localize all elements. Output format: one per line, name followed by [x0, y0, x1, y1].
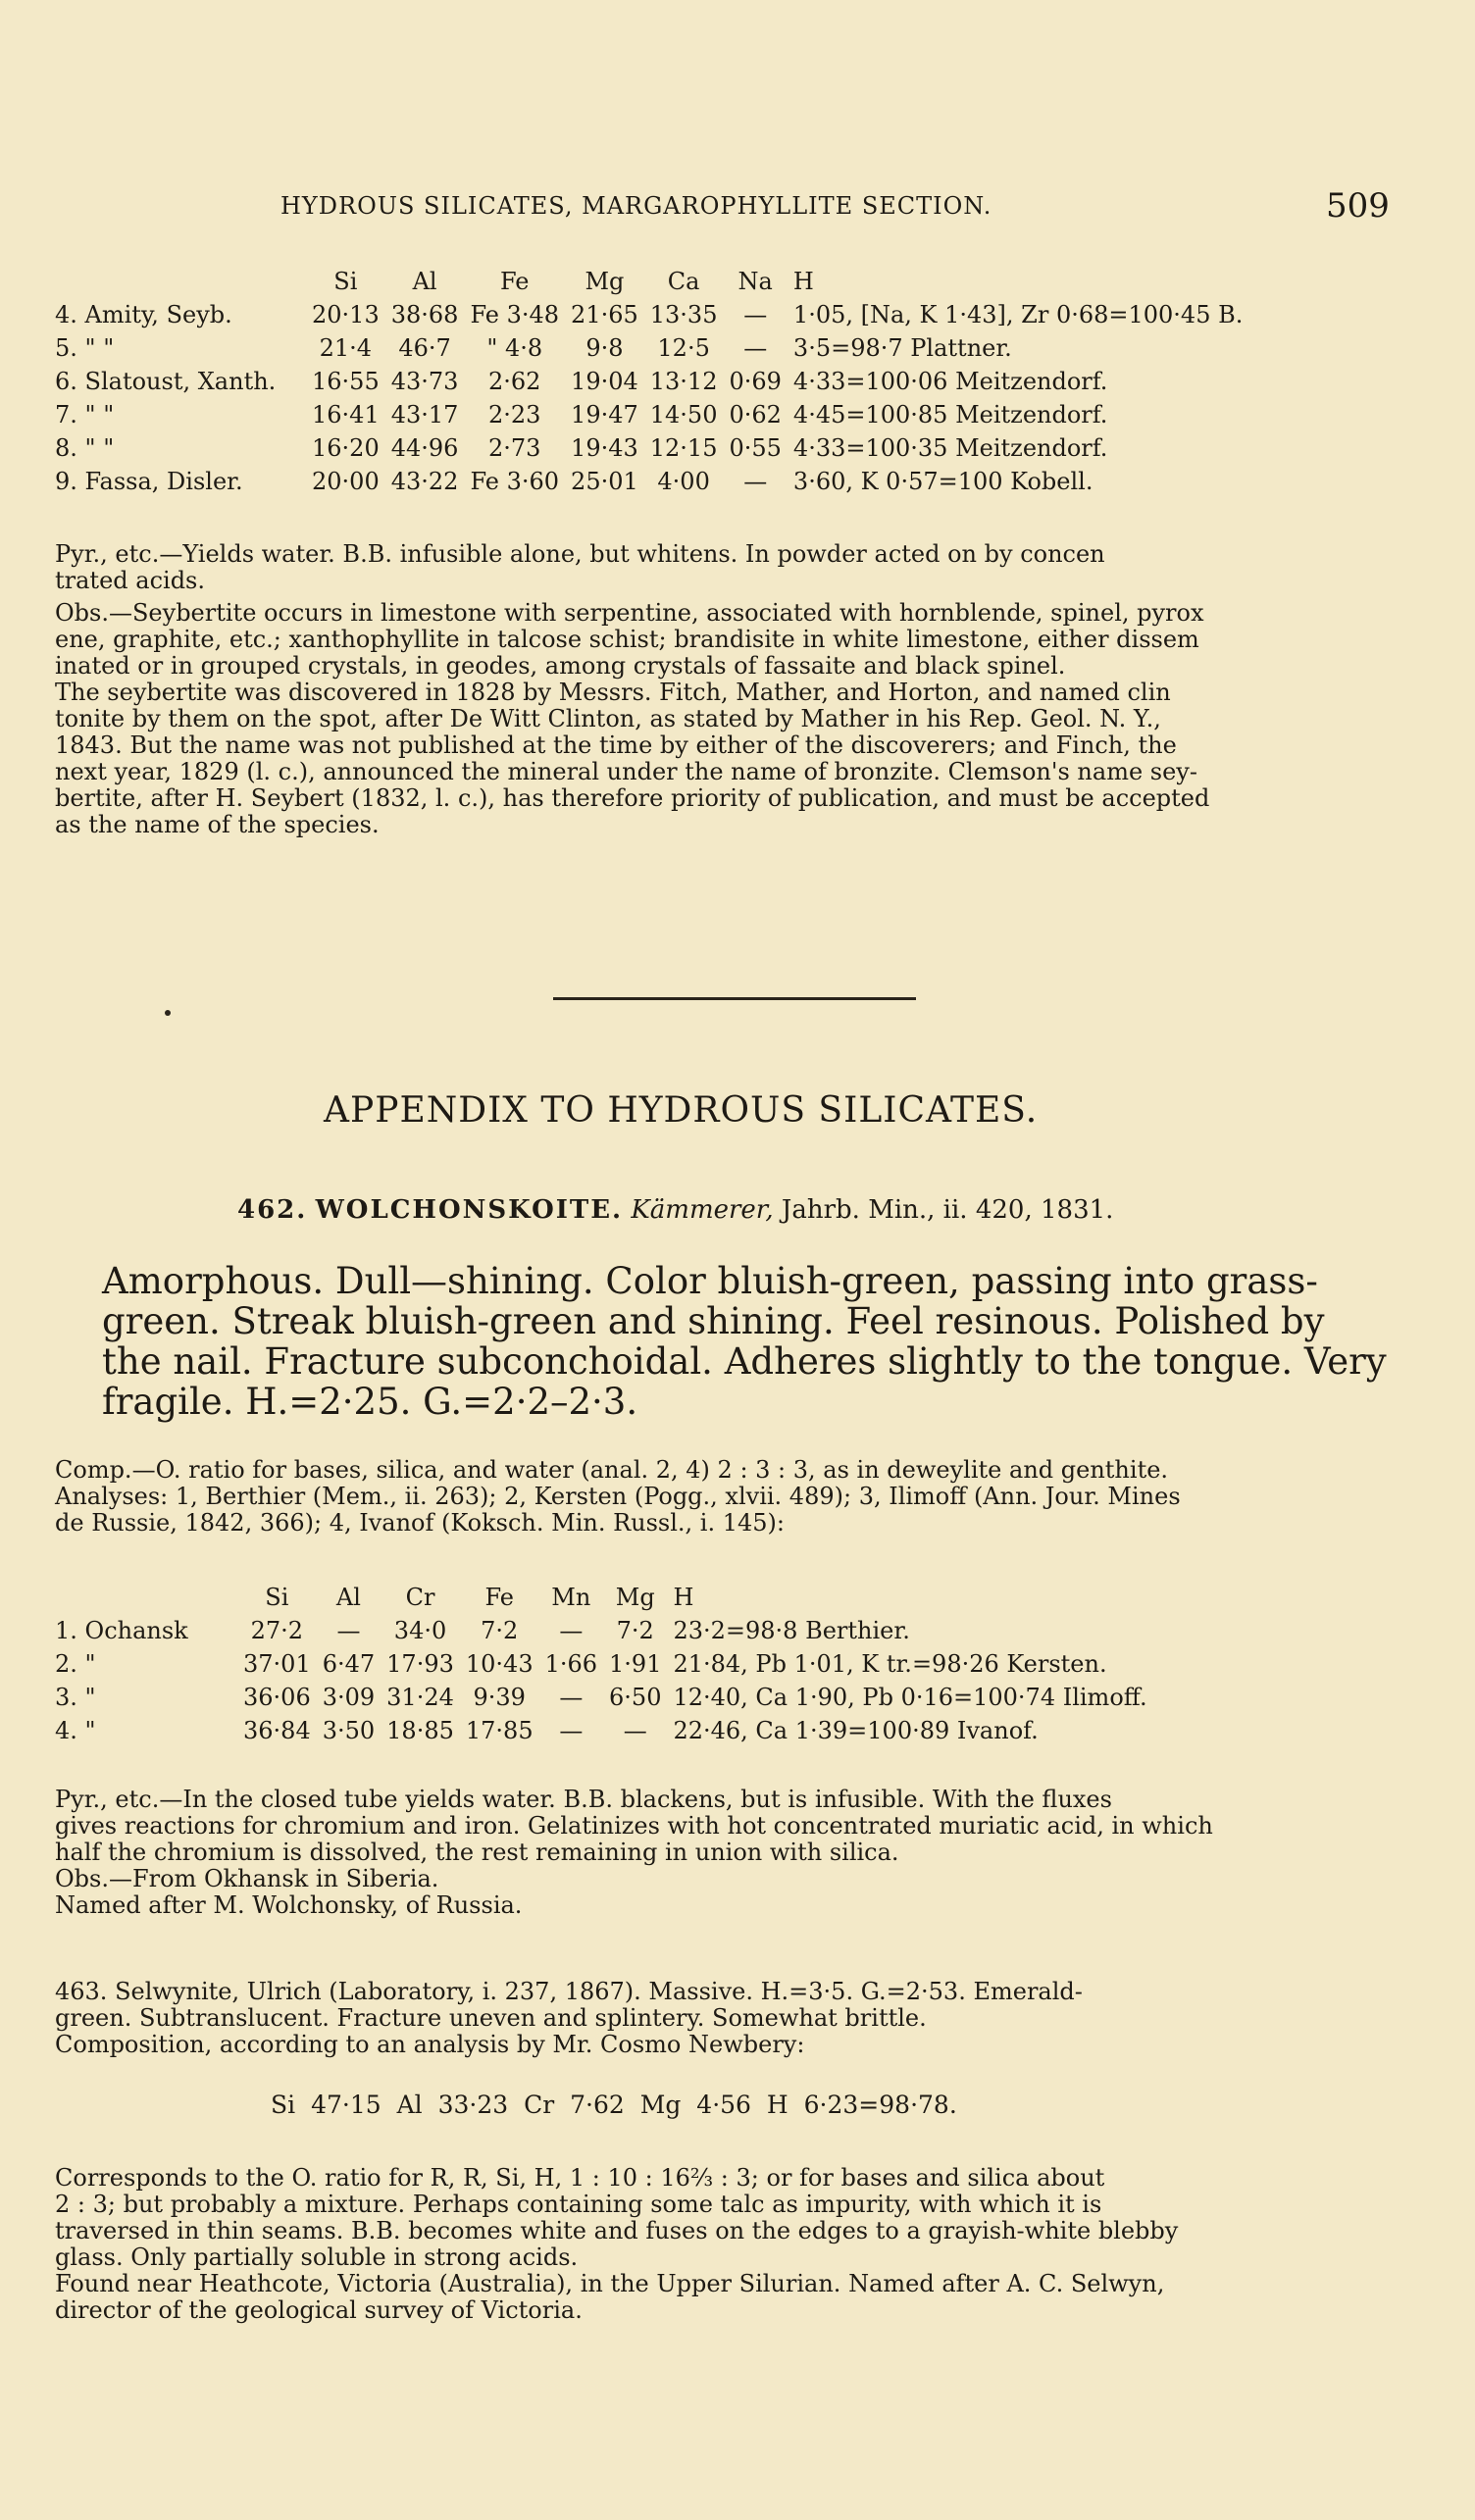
table-cell: 0·55 — [729, 434, 782, 462]
table-cell: — — [559, 1717, 584, 1744]
table-cell: 18·85 — [386, 1717, 454, 1744]
table-cell: — — [559, 1617, 584, 1644]
species-author: Kämmerer, — [631, 1195, 774, 1225]
table-row — [55, 465, 1254, 498]
col-header: H — [792, 268, 814, 295]
col-header: Mn — [551, 1584, 591, 1611]
table-cell: 1·05, [Na, K 1·43], Zr 0·68=100·45 B. — [792, 301, 1244, 328]
col-header: Cr — [405, 1584, 435, 1611]
selwynite-notes — [55, 2165, 1389, 2324]
running-header: HYDROUS SILICATES, MARGAROPHYLLITE SECTION. — [280, 192, 992, 220]
analysis-table-2 — [55, 1581, 1159, 1747]
row-label: 2. " — [55, 1650, 96, 1678]
table-cell: 38·68 — [390, 301, 459, 328]
appendix-title: APPENDIX TO HYDROUS SILICATES. — [324, 1090, 1039, 1131]
table-cell: 34·0 — [393, 1617, 447, 1644]
text-line: Found near Heathcote, Victoria (Australia), in the Upper Silurian. Named after A. C. Selwyn, — [55, 2270, 1165, 2297]
section-divider — [553, 997, 916, 1000]
text-line: bertite, after H. Seybert (1832, l. c.), has therefore priority of publication, and must be accepted — [55, 784, 1210, 812]
table-cell: 31·24 — [386, 1684, 454, 1711]
text-line: half the chromium is dissolved, the rest remaining in union with silica. — [55, 1839, 899, 1866]
table-cell: 3·5=98·7 Plattner. — [792, 334, 1012, 362]
table-cell: 46·7 — [398, 334, 451, 362]
table-cell: — — [743, 301, 768, 328]
text-line: the nail. Fracture subconchoidal. Adheres slightly to the tongue. Very — [102, 1340, 1387, 1383]
table-cell: — — [743, 468, 768, 495]
col-header: Si — [265, 1584, 289, 1611]
table-row — [55, 1647, 1159, 1681]
text-line: traversed in thin seams. B.B. becomes white and fuses on the edges to a grayish-white blebby — [55, 2217, 1179, 2244]
table-cell: 12·5 — [657, 334, 710, 362]
table-cell: 23·2=98·8 Berthier. — [673, 1617, 910, 1644]
table-cell: 20·00 — [312, 468, 380, 495]
text-line: as the name of the species. — [55, 811, 380, 838]
table-cell: 4·33=100·06 Meitzendorf. — [792, 368, 1108, 395]
table-cell: 21·84, Pb 1·01, K tr.=98·26 Kersten. — [673, 1650, 1107, 1678]
table-cell: 9·39 — [473, 1684, 526, 1711]
table-cell: 0·62 — [729, 401, 782, 428]
table-cell: 2·23 — [488, 401, 541, 428]
text-line: trated acids. — [55, 567, 205, 594]
text-line: tonite by them on the spot, after De Witt Clinton, as stated by Mather in his Rep. Geol. N. Y., — [55, 705, 1161, 732]
table-header-row — [55, 265, 1254, 298]
table-cell: 43·22 — [390, 468, 459, 495]
col-header: Fe — [484, 1584, 514, 1611]
table-cell: Fe 3·60 — [470, 468, 560, 495]
text-line: next year, 1829 (l. c.), announced the mineral under the name of bronzite. Clemson's name sey- — [55, 758, 1197, 785]
col-header: Mg — [615, 1584, 655, 1611]
table-cell: 36·06 — [243, 1684, 311, 1711]
col-header: Al — [335, 1584, 361, 1611]
pyrognostics-paragraph-462 — [55, 1787, 1389, 1919]
table-cell: — — [336, 1617, 361, 1644]
table-row — [55, 1681, 1159, 1714]
table-cell: 44·96 — [390, 434, 459, 462]
analysis-table-1 — [55, 265, 1254, 498]
table-row — [55, 365, 1254, 398]
observations-paragraph — [55, 600, 1389, 838]
table-cell: 2·62 — [488, 368, 541, 395]
text-line: Named after M. Wolchonsky, of Russia. — [55, 1891, 523, 1919]
table-row — [55, 398, 1254, 431]
table-cell: 6·47 — [322, 1650, 376, 1678]
text-line: Comp.—O. ratio for bases, silica, and water (anal. 2, 4) 2 : 3 : 3, as in deweylite and genthite. — [55, 1456, 1169, 1484]
table-cell: 17·85 — [465, 1717, 534, 1744]
table-cell: 2·73 — [488, 434, 541, 462]
table-cell: Fe 3·48 — [470, 301, 560, 328]
table-cell: 12·40, Ca 1·90, Pb 0·16=100·74 Ilimoff. — [673, 1684, 1147, 1711]
col-header — [55, 1581, 243, 1614]
table-cell: 43·73 — [390, 368, 459, 395]
table-cell: 3·09 — [322, 1684, 376, 1711]
text-line: inated or in grouped crystals, in geodes, among crystals of fassaite and black spinel. — [55, 652, 1066, 680]
col-header — [55, 265, 312, 298]
text-line: Corresponds to the O. ratio for R, R, Si, H, 1 : 10 : 16⅔ : 3; or for bases and silica about — [55, 2164, 1105, 2192]
text-line: 1843. But the name was not published at the time by either of the discoverers; and Finch, the — [55, 731, 1177, 759]
table-cell: 1·91 — [609, 1650, 662, 1678]
table-row — [55, 1614, 1159, 1647]
table-cell: 0·69 — [729, 368, 782, 395]
row-label: 9. Fassa, Disler. — [55, 468, 243, 495]
col-header: Al — [412, 268, 437, 295]
col-header: Mg — [585, 268, 625, 295]
table-cell: 13·35 — [649, 301, 718, 328]
row-label: 1. Ochansk — [55, 1617, 188, 1644]
text-line: green. Streak bluish-green and shining. Feel resinous. Polished by — [102, 1300, 1325, 1342]
text-line: 463. Selwynite, Ulrich (Laboratory, i. 237, 1867). Massive. H.=3·5. G.=2·53. Emerald- — [55, 1978, 1083, 2005]
table-cell: 27·2 — [250, 1617, 304, 1644]
text-line: Composition, according to an analysis by Mr. Cosmo Newbery: — [55, 2031, 805, 2058]
table-cell: 3·60, K 0·57=100 Kobell. — [792, 468, 1094, 495]
text-line: Analyses: 1, Berthier (Mem., ii. 263); 2, Kersten (Pogg., xlvii. 489); 3, Ilimoff (Ann. Jour. Mines — [55, 1483, 1181, 1510]
text-line: Amorphous. Dull—shining. Color bluish-green, passing into grass- — [102, 1260, 1318, 1302]
species-heading-462 — [237, 1195, 1113, 1225]
table-cell: 7·2 — [481, 1617, 519, 1644]
text-line: fragile. H.=2·25. G.=2·2–2·3. — [102, 1381, 638, 1423]
row-label: 8. " " — [55, 434, 115, 462]
row-label: 3. " — [55, 1684, 96, 1711]
text-line: director of the geological survey of Victoria. — [55, 2296, 583, 2324]
table-cell: 43·17 — [390, 401, 459, 428]
text-line: The seybertite was discovered in 1828 by Messrs. Fitch, Mather, and Horton, and named clin — [55, 679, 1171, 706]
table-cell: 4·45=100·85 Meitzendorf. — [792, 401, 1108, 428]
table-cell: 7·2 — [616, 1617, 654, 1644]
table-cell: 19·04 — [571, 368, 638, 395]
text-line: 2 : 3; but probably a mixture. Perhaps containing some talc as impurity, with which it is — [55, 2191, 1102, 2218]
table-cell: 4·33=100·35 Meitzendorf. — [792, 434, 1108, 462]
table-cell: 16·41 — [312, 401, 380, 428]
species-reference: Jahrb. Min., ii. 420, 1831. — [781, 1195, 1114, 1225]
text-line: green. Subtranslucent. Fracture uneven and splintery. Somewhat brittle. — [55, 2004, 927, 2032]
table-row — [55, 1714, 1159, 1747]
table-row — [55, 431, 1254, 465]
col-header: Si — [333, 268, 358, 295]
table-cell: " 4·8 — [486, 334, 543, 362]
page-number: 509 — [1326, 186, 1390, 226]
table-cell: 1·66 — [544, 1650, 598, 1678]
row-label: 5. " " — [55, 334, 115, 362]
table-cell: 12·15 — [649, 434, 718, 462]
table-cell: 37·01 — [243, 1650, 311, 1678]
table-cell: 6·50 — [609, 1684, 662, 1711]
table-row — [55, 331, 1254, 365]
col-header: H — [673, 1584, 694, 1611]
row-label: 6. Slatoust, Xanth. — [55, 368, 277, 395]
composition-paragraph — [55, 1457, 1389, 1537]
table-cell: — — [743, 334, 768, 362]
species-name: WOLCHONSKOITE. — [315, 1195, 624, 1225]
text-line: de Russie, 1842, 366); 4, Ivanof (Koksch. Min. Russl., i. 145): — [55, 1509, 785, 1537]
ink-speck — [165, 1010, 171, 1016]
species-description — [102, 1261, 1397, 1422]
table-cell: 4·00 — [657, 468, 710, 495]
table-cell: 3·50 — [322, 1717, 376, 1744]
text-line: Pyr., etc.—In the closed tube yields water. B.B. blackens, but is infusible. With the fluxes — [55, 1786, 1112, 1813]
table-cell: 19·43 — [571, 434, 638, 462]
table-cell: 21·4 — [319, 334, 373, 362]
species-number: 462. — [237, 1195, 308, 1225]
table-cell: 16·20 — [312, 434, 380, 462]
table-cell: 10·43 — [465, 1650, 534, 1678]
table-cell: 19·47 — [571, 401, 638, 428]
pyrognostics-paragraph — [55, 541, 1389, 594]
table-cell: 13·12 — [649, 368, 718, 395]
text-line: Pyr., etc.—Yields water. B.B. infusible alone, but whitens. In powder acted on by concen — [55, 540, 1105, 568]
table-cell: 20·13 — [312, 301, 380, 328]
text-line: glass. Only partially soluble in strong acids. — [55, 2243, 579, 2271]
table-cell: 9·8 — [585, 334, 624, 362]
table-cell: 25·01 — [571, 468, 638, 495]
text-line: Obs.—From Okhansk in Siberia. — [55, 1865, 439, 1892]
table-cell: 17·93 — [386, 1650, 454, 1678]
table-cell: 22·46, Ca 1·39=100·89 Ivanof. — [673, 1717, 1039, 1744]
table-cell: 14·50 — [649, 401, 718, 428]
col-header: Ca — [667, 268, 700, 295]
selwynite-composition: Si 47·15 Al 33·23 Cr 7·62 Mg 4·56 H 6·23=98·78. — [271, 2091, 957, 2119]
text-line: gives reactions for chromium and iron. Gelatinizes with hot concentrated muriatic acid, in which — [55, 1812, 1213, 1840]
col-header: Fe — [499, 268, 530, 295]
text-line: ene, graphite, etc.; xanthophyllite in talcose schist; brandisite in white limestone, either dissem — [55, 626, 1199, 653]
text-line: Obs.—Seybertite occurs in limestone with serpentine, associated with hornblende, spinel, pyrox — [55, 599, 1204, 627]
row-label: 4. " — [55, 1717, 96, 1744]
table-cell: 16·55 — [312, 368, 380, 395]
table-cell: — — [623, 1717, 647, 1744]
col-header: Na — [738, 268, 773, 295]
selwynite-paragraph — [55, 1979, 1389, 2058]
table-row — [55, 298, 1254, 331]
table-cell: — — [559, 1684, 584, 1711]
table-cell: 36·84 — [243, 1717, 311, 1744]
table-cell: 21·65 — [571, 301, 638, 328]
row-label: 7. " " — [55, 401, 115, 428]
table-header-row — [55, 1581, 1159, 1614]
row-label: 4. Amity, Seyb. — [55, 301, 232, 328]
